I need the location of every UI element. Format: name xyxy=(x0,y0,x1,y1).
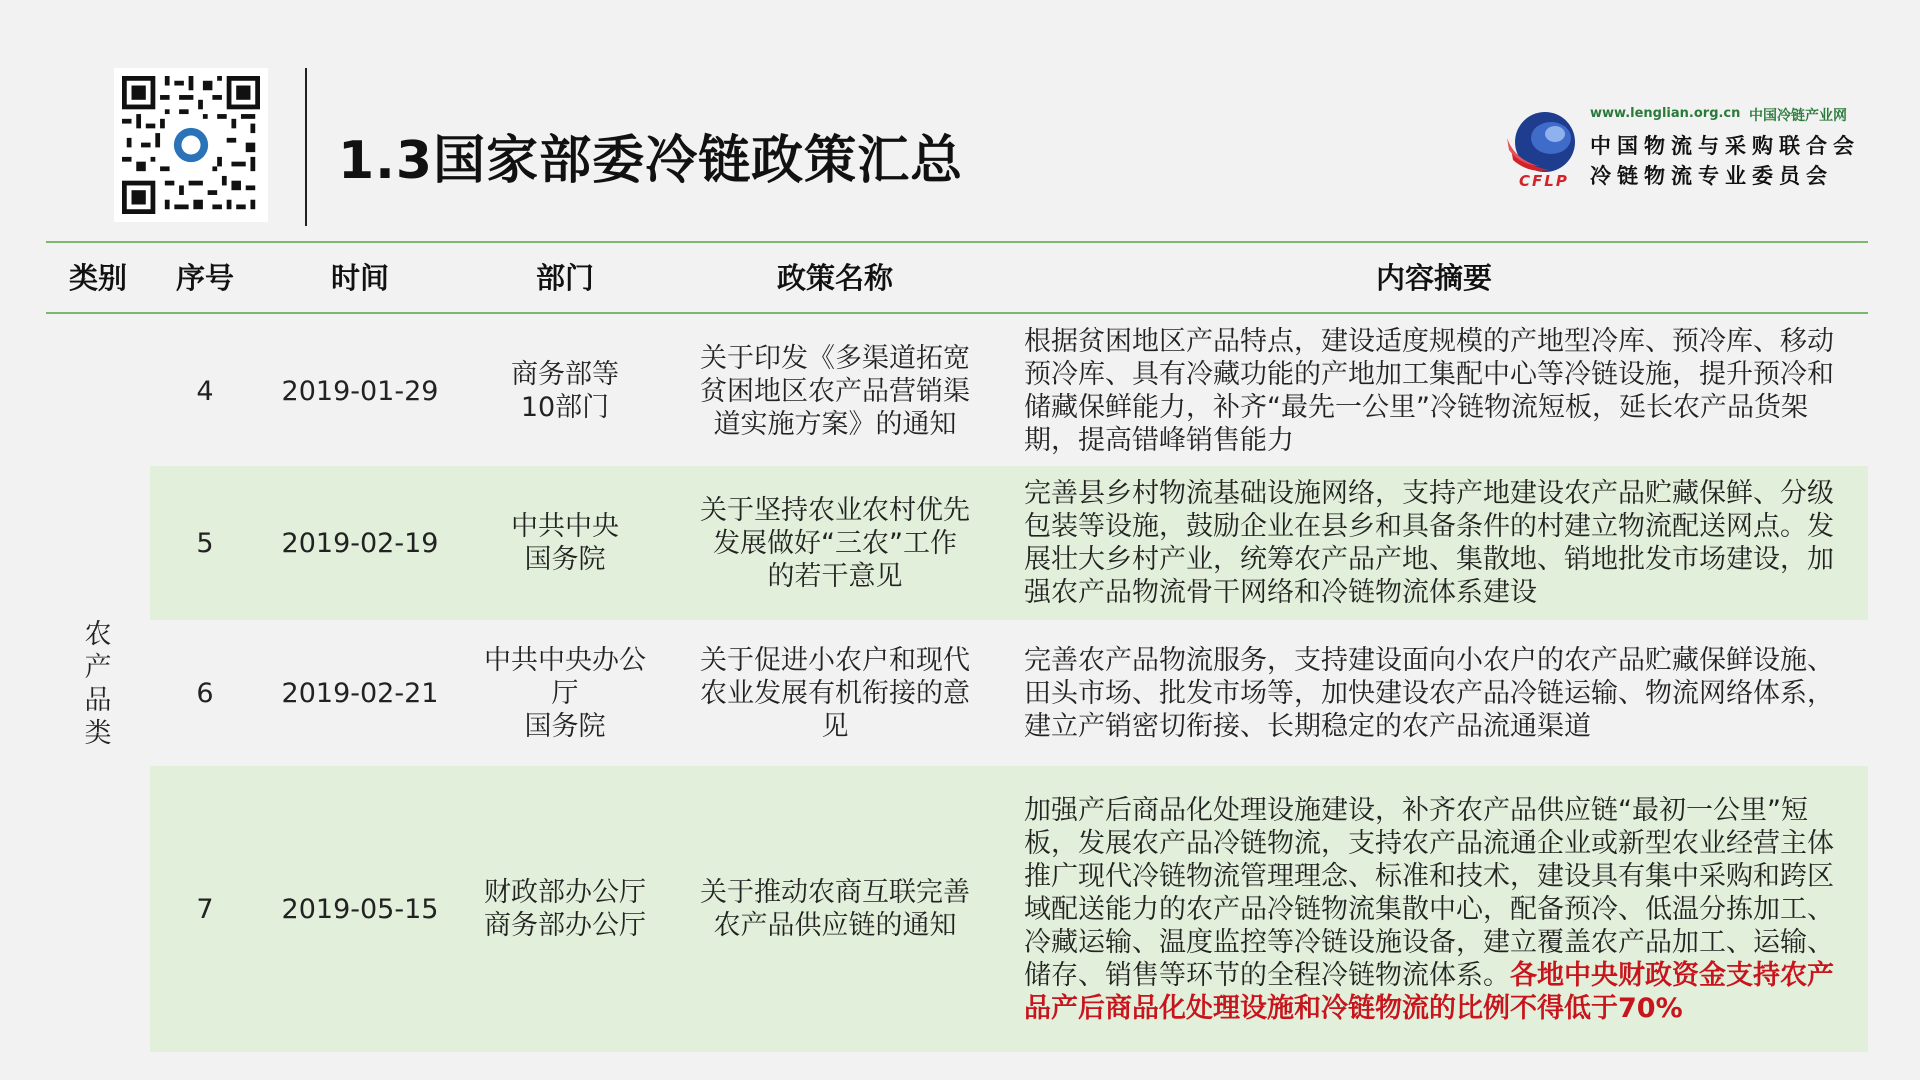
table-top-rule xyxy=(46,241,1868,243)
summary-value xyxy=(1024,794,1856,1025)
policy-value: 关于促进小农户和现代 农业发展有机衔接的意 见 xyxy=(700,644,970,742)
header-summary: 内容摘要 xyxy=(1375,261,1492,295)
time-value: 2019-01-29 xyxy=(281,375,439,407)
logo-url: www.lenglian.org.cn xyxy=(1590,106,1741,121)
logo-org-name: 中国物流与采购联合会 xyxy=(1590,134,1860,158)
header-dept: 部门 xyxy=(535,261,594,295)
summary-value: 完善农产品物流服务，支持建设面向小农户的农产品贮藏保鲜设施、田头市场、批发市场等，加快建设农产品冷链运输、物流网络体系，建立产销密切衔接、长期稳定的农产品流通渠道 xyxy=(1024,644,1834,742)
logo-site-name: 中国冷链产业网 xyxy=(1749,108,1847,124)
header-policy: 政策名称 xyxy=(776,261,893,295)
logo-abbr: CFLP xyxy=(1519,172,1569,190)
category-char: 类 xyxy=(84,718,112,749)
dept-value: 财政部办公厅 商务部办公厅 xyxy=(484,877,646,941)
time-value: 2019-02-19 xyxy=(281,527,439,559)
table-row-policy xyxy=(670,620,1000,766)
table-row-policy xyxy=(670,316,1000,466)
dept-value: 商务部等 10部门 xyxy=(511,359,619,423)
logo-committee-name: 冷链物流专业委员会 xyxy=(1590,164,1833,188)
table-row-summary xyxy=(1024,766,1856,1052)
seq-value: 6 xyxy=(196,677,214,709)
table-row-summary xyxy=(1024,316,1856,466)
table-header-rule xyxy=(46,312,1868,314)
header-category: 类别 xyxy=(68,261,127,295)
qr-code xyxy=(114,68,268,222)
seq-value: 7 xyxy=(196,893,214,925)
table-row-time xyxy=(260,620,460,766)
table-row-seq xyxy=(150,466,260,620)
table-row-dept xyxy=(460,766,670,1052)
table-row-seq xyxy=(150,620,260,766)
summary-highlight: 各地中央财政资金支持农产品产后商品化处理设施和冷链物流的比例不得低于70% xyxy=(1024,959,1834,1024)
table-row-policy xyxy=(670,466,1000,620)
globe-logo-icon xyxy=(1505,108,1579,182)
table-row-time xyxy=(260,466,460,620)
qr-code-icon xyxy=(122,76,260,214)
category-char: 产 xyxy=(84,652,112,683)
policy-value: 关于印发《多渠道拓宽 贫困地区农产品营销渠 道实施方案》的通知 xyxy=(700,342,970,440)
table-row-summary xyxy=(1024,466,1860,620)
time-value: 2019-02-21 xyxy=(281,677,439,709)
header-seq: 序号 xyxy=(175,261,234,295)
table-row-dept xyxy=(460,316,670,466)
category-char: 农 xyxy=(84,619,112,650)
dept-value: 中共中央办公 厅 国务院 xyxy=(484,644,646,742)
cflp-logo xyxy=(1505,104,1905,192)
category-char: 品 xyxy=(84,685,112,716)
table-row-seq xyxy=(150,766,260,1052)
time-value: 2019-05-15 xyxy=(281,893,439,925)
header-time: 时间 xyxy=(330,261,389,295)
table-row-dept xyxy=(460,466,670,620)
title-divider xyxy=(305,68,307,226)
summary-value: 完善县乡村物流基础设施网络，支持产地建设农产品贮藏保鲜、分级包装等设施，鼓励企业在县乡和具备条件的村建立物流配送网点。发展壮大乡村产业，统筹农产品产地、集散地、销地批发市场建设，加强农产品物流骨干网络和冷链物流体系建设 xyxy=(1024,478,1834,608)
summary-value: 根据贫困地区产品特点，建设适度规模的产地型冷库、预冷库、移动预冷库、具有冷藏功能的产地加工集配中心等冷链设施，提升预冷和储藏保鲜能力，补齐“最先一公里”冷链物流短板，延长农产品货架期，提高错峰销售能力 xyxy=(1024,326,1834,456)
table-row-summary xyxy=(1024,620,1860,766)
seq-value: 4 xyxy=(196,375,214,407)
policy-value: 关于坚持农业农村优先 发展做好“三农”工作 的若干意见 xyxy=(700,494,970,592)
seq-value: 5 xyxy=(196,527,214,559)
dept-value: 中共中央 国务院 xyxy=(511,511,619,575)
summary-text: 加强产后商品化处理设施建设，补齐农产品供应链“最初一公里”短板，发展农产品冷链物流，支持农产品流通企业或新型农业经营主体推广现代冷链物流管理理念、标准和技术，建设具有集中采购和跨区域配送能力的农产品冷链物流集散中心，配备预冷、低温分拣加工、冷藏运输、温度监控等冷链设施设备，建立覆盖农产品加工、运输、储存、销售等环节的全程冷链物流体系。 xyxy=(1024,794,1834,991)
table-row-time xyxy=(260,316,460,466)
page-title: 1.3国家部委冷链政策汇总 xyxy=(338,131,964,191)
table-row-seq xyxy=(150,316,260,466)
table-row-policy xyxy=(670,766,1000,1052)
table-row-time xyxy=(260,766,460,1052)
category-cell xyxy=(46,316,150,1052)
table-row-dept xyxy=(460,620,670,766)
policy-value: 关于推动农商互联完善 农产品供应链的通知 xyxy=(700,877,970,941)
